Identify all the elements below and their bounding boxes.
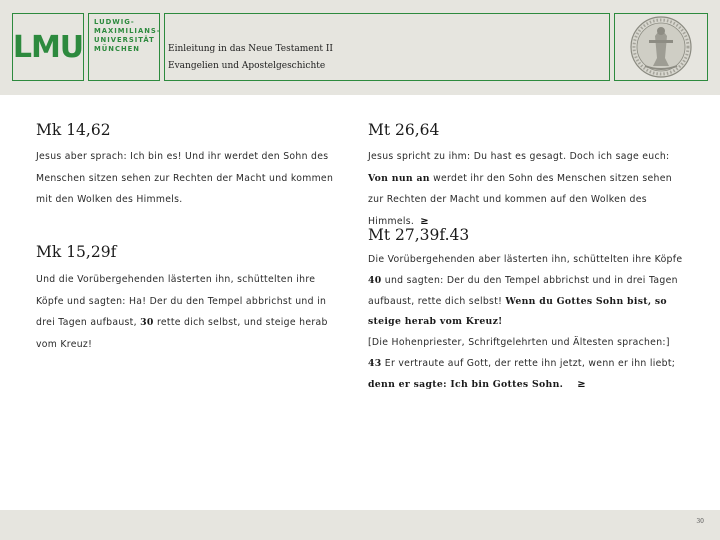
university-line: MÜNCHEN — [94, 45, 140, 53]
passage-text: Er vertraute auf Gott, der rette ihn jetzt, wenn er ihn liebt; — [381, 357, 676, 369]
highlighted-text: Wenn du Gottes Sohn bist, so steige herab vom Kreuz! — [368, 295, 667, 328]
passage-text: [Die Hohenpriester, Schriftgelehrten und Ältesten sprachen:] — [368, 337, 670, 349]
action-arrow-icon[interactable]: ≥ — [420, 215, 429, 227]
verse-number: 40 — [368, 274, 382, 286]
passage-heading-mt-26-64: Mt 26,64 — [368, 121, 440, 139]
passage-text: rette dich selbst, und steige herab vom Kreuz! — [36, 317, 328, 350]
course-title-box — [164, 13, 610, 81]
passage-text-mk-15-29f — [36, 269, 336, 355]
course-title: Einleitung in das Neue Testament II — [168, 44, 333, 54]
logo-text: LMU — [12, 29, 84, 65]
highlighted-text: denn er sagte: Ich bin Gottes Sohn. — [368, 378, 564, 390]
passage-text: werdet ihr den Sohn des Menschen sitzen sehen zur Rechten der Macht und kommen auf den Wolken des Himmels. — [368, 172, 672, 227]
passage-text-mk-14-62: Jesus aber sprach: Ich bin es! Und ihr werdet den Sohn des Menschen sitzen sehen zur Rechten der Macht und kommen mit den Wolken des Himmels. — [36, 151, 334, 205]
action-arrow-icon[interactable]: ≥ — [577, 378, 586, 390]
passage-text: Und die Vorübergehenden lästerten ihn, schüttelten ihre Köpfe und sagten: Ha! Der du den Tempel abbrichst und in drei Tagen aufbaust, — [36, 274, 327, 328]
passage-text: Die Vorübergehenden aber lästerten ihn, schüttelten ihre Köpfe — [368, 254, 683, 265]
right-column-2 — [368, 226, 690, 396]
university-name-box — [88, 13, 160, 81]
passage-heading-mk-14-62: Mk 14,62 — [36, 121, 111, 139]
footer — [0, 510, 720, 540]
verse-number: 30 — [140, 317, 154, 328]
university-seal-icon — [614, 13, 708, 81]
left-column-2 — [36, 243, 336, 355]
university-line: UNIVERSITÄT — [94, 36, 155, 44]
passage-text-mt-27-39f-43 — [368, 250, 690, 396]
page-number: 30 — [696, 518, 704, 525]
header — [0, 0, 720, 95]
highlighted-text: Von nun an — [368, 172, 430, 184]
lmu-logo — [12, 13, 84, 81]
university-line: MAXIMILIANS- — [94, 27, 161, 35]
verse-number: 43 — [368, 357, 382, 369]
university-line: LUDWIG- — [94, 18, 135, 26]
passage-heading-mk-15-29f: Mk 15,29f — [36, 243, 117, 261]
passage-text: Jesus spricht zu ihm: Du hast es gesagt. Doch ich sage euch: — [368, 151, 670, 162]
left-column — [36, 121, 336, 211]
course-subtitle: Evangelien und Apostelgeschichte — [168, 61, 326, 71]
passage-text: und sagten: Der du den Tempel abbrichst und in drei Tagen aufbaust, rette dich selbst! — [368, 274, 678, 307]
passage-heading-mt-27-39f-43: Mt 27,39f.43 — [368, 226, 470, 244]
right-column — [368, 121, 690, 232]
passage-text-mt-26-64 — [368, 146, 690, 232]
